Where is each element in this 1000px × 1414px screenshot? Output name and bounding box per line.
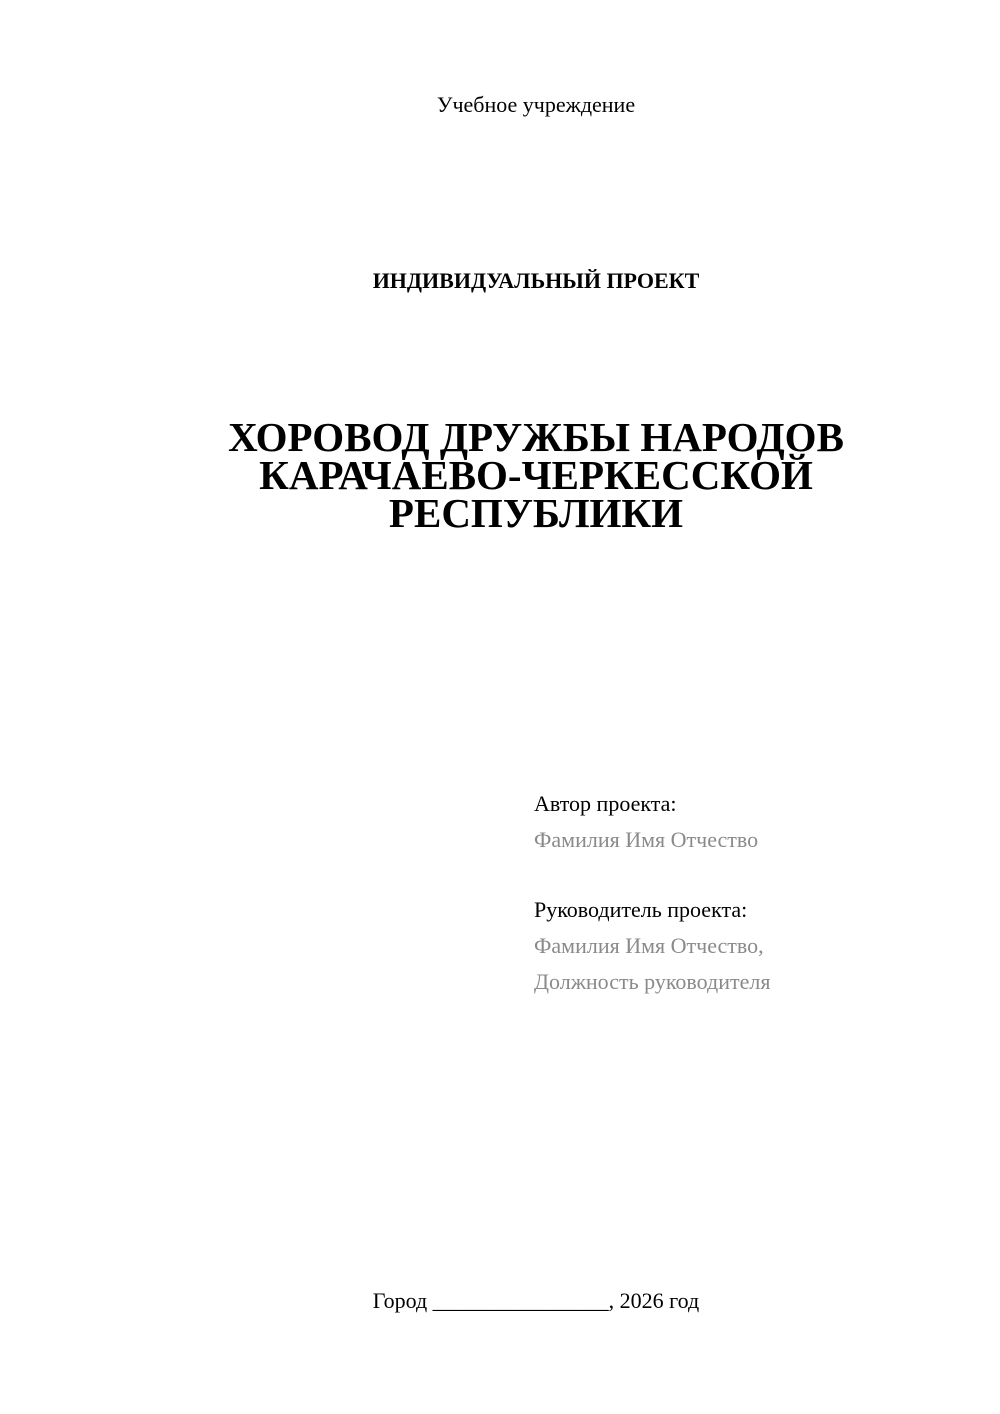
project-type-heading: ИНДИВИДУАЛЬНЫЙ ПРОЕКТ [372, 268, 700, 293]
supervisor-label: Руководитель проекта: [534, 897, 748, 922]
institution-name: Учебное учреждение [436, 92, 636, 117]
project-title-line-2: КАРАЧАЕВО-ЧЕРКЕССКОЙ [259, 452, 813, 498]
author-name-placeholder: Фамилия Имя Отчество [534, 827, 759, 852]
project-title-line-1: ХОРОВОД ДРУЖБЫ НАРОДОВ [228, 414, 844, 460]
credits-block [534, 786, 974, 1000]
city-year-line: Город ________________, 2026 год [372, 1288, 700, 1313]
supervisor-name-placeholder: Фамилия Имя Отчество, [534, 933, 764, 958]
credits-spacer [534, 858, 974, 892]
project-title-line-3: РЕСПУБЛИКИ [388, 490, 684, 536]
supervisor-position-placeholder: Должность руководителя [534, 969, 771, 994]
author-label: Автор проекта: [534, 791, 677, 816]
project-title [0, 414, 1000, 536]
